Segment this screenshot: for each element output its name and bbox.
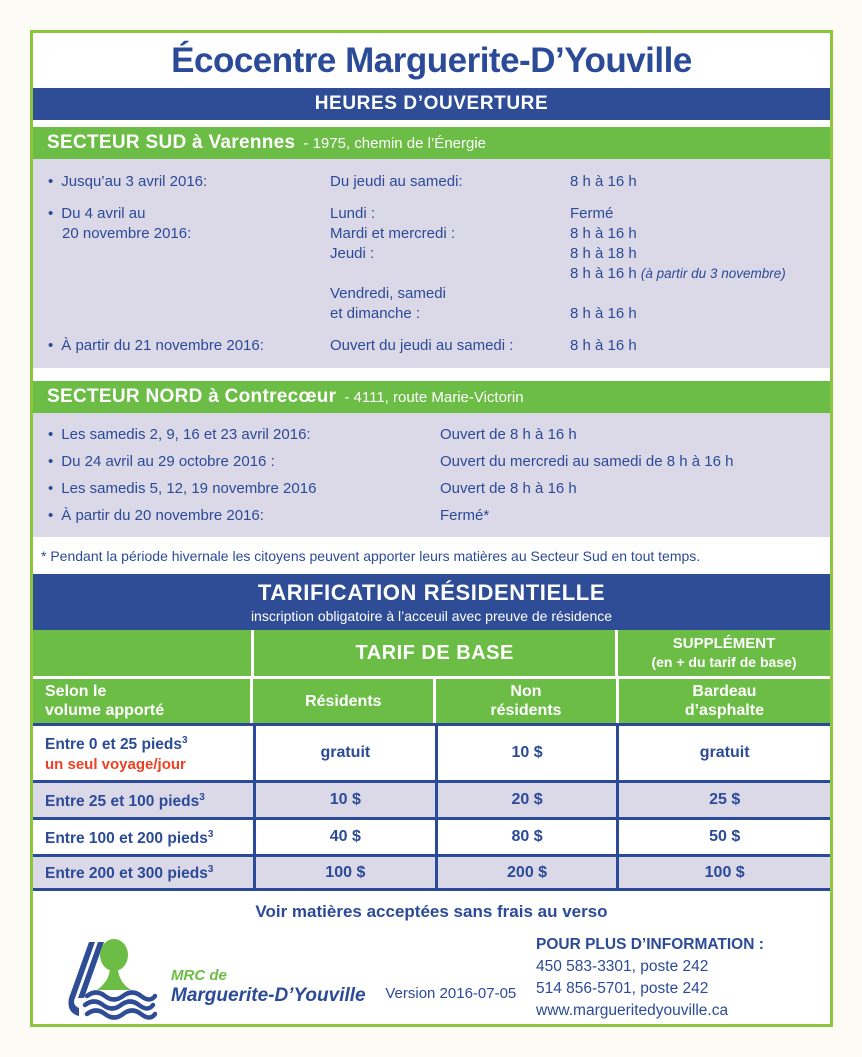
- pricing-table-column-header: [33, 679, 830, 723]
- bullet-icon: •: [48, 507, 54, 524]
- residents-price: 10 $: [253, 783, 435, 817]
- volume-column-header: Selon le volume apporté: [33, 679, 250, 723]
- pricing-table-group-header: [33, 630, 830, 676]
- schedule-hours: 8 h à 16 h: [570, 173, 637, 190]
- residents-price: 100 $: [253, 857, 435, 888]
- website-url: www.margueritedyouville.ca: [536, 1002, 729, 1019]
- schedule-days: Du jeudi au samedi:: [330, 173, 463, 190]
- bullet-icon: •: [48, 337, 54, 354]
- non-residents-price: 200 $: [435, 857, 617, 888]
- mrc-logo-icon: [57, 936, 159, 1022]
- non-residents-price: 10 $: [435, 726, 617, 780]
- schedule-row: [48, 172, 824, 192]
- bullet-icon: •: [48, 426, 54, 443]
- schedule-hours: Ouvert de 8 h à 16 h: [440, 480, 577, 497]
- spacer: [33, 120, 830, 127]
- schedule-hours: Ouvert du mercredi au samedi de 8 h à 16 h: [440, 453, 734, 470]
- logo-name: Marguerite-D’Youville: [171, 985, 366, 1006]
- schedule-row: [48, 452, 824, 472]
- phone-number: 450 583-3301, poste 242: [536, 958, 709, 975]
- table-row: [33, 723, 830, 780]
- schedule-period: • Du 4 avril au 20 novembre 2016:: [48, 205, 192, 242]
- schedule-period: Les samedis 5, 12, 19 novembre 2016: [61, 480, 317, 497]
- logo-text: [171, 966, 366, 1006]
- bullet-icon: •: [48, 453, 54, 470]
- bardeau-price: 50 $: [616, 820, 830, 854]
- bullet-icon: •: [48, 480, 54, 497]
- hours-banner-label: HEURES D’OUVERTURE: [314, 93, 549, 114]
- title-bar: [33, 33, 830, 88]
- tarification-banner: [33, 574, 830, 630]
- non-residents-price: 80 $: [435, 820, 617, 854]
- volume-cell: Entre 25 et 100 pieds$^3$: [45, 791, 205, 811]
- residents-column-header: Résidents: [253, 679, 433, 723]
- volume-cell: Entre 100 et 200 pieds$^3$: [45, 828, 214, 848]
- secteur-nord-title: SECTEUR NORD à Contrecœur: [47, 386, 337, 407]
- table-row: [33, 780, 830, 817]
- schedule-days: Ouvert du jeudi au samedi :: [330, 337, 514, 354]
- secteur-nord-address: - 4111, route Marie-Victorin: [344, 388, 524, 406]
- schedule-period: • À partir du 21 novembre 2016:: [48, 337, 264, 354]
- schedule-hours: 8 h à 16 h: [570, 337, 637, 354]
- tarification-title: TARIFICATION RÉSIDENTIELLE: [257, 580, 606, 605]
- secteur-nord-schedule: [33, 413, 830, 537]
- schedule-row: [48, 204, 824, 324]
- page-title: Écocentre Marguerite-D’Youville: [171, 40, 692, 80]
- non-residents-column-header: Non résidents: [436, 679, 616, 723]
- tarification-subtitle: inscription obligatoire à l’acceuil avec preuve de résidence: [250, 608, 613, 624]
- spacer: [33, 368, 830, 381]
- residents-price: 40 $: [253, 820, 435, 854]
- supplement-header: SUPPLÉMENT (en + du tarif de base): [618, 630, 830, 676]
- bardeau-price: 100 $: [616, 857, 830, 888]
- schedule-row: [48, 425, 824, 445]
- schedule-days: Lundi : Mardi et mercredi : Jeudi : Vendredi, samedi et dimanche :: [330, 205, 456, 322]
- bardeau-column-header: Bardeau d’asphalte: [619, 679, 830, 723]
- schedule-row: [48, 479, 824, 499]
- flyer-page: [30, 30, 833, 1027]
- bardeau-price: 25 $: [616, 783, 830, 817]
- empty-header-cell: [33, 630, 251, 676]
- schedule-period: Les samedis 2, 9, 16 et 23 avril 2016:: [61, 426, 311, 443]
- residents-price: gratuit: [253, 726, 435, 780]
- phone-number: 514 856-5701, poste 242: [536, 980, 709, 997]
- schedule-period: À partir du 20 novembre 2016:: [61, 507, 264, 524]
- schedule-row: [48, 506, 824, 526]
- footer: [33, 926, 830, 1022]
- pricing-table: [33, 630, 830, 891]
- secteur-nord-banner: [33, 381, 830, 413]
- table-row: [33, 817, 830, 854]
- schedule-hours: Fermé*: [440, 507, 490, 524]
- secteur-sud-address: - 1975, chemin de l’Énergie: [303, 134, 487, 152]
- contact-info: [536, 928, 818, 1022]
- schedule-period: Du 24 avril au 29 octobre 2016 :: [61, 453, 275, 470]
- bullet-icon: •: [48, 173, 54, 190]
- bullet-icon: •: [48, 205, 54, 222]
- trip-limit-note: un seul voyage/jour: [45, 756, 186, 774]
- schedule-hours: Fermé 8 h à 16 h 8 h à 18 h 8 h à 16 h (à partir du 3 novembre) 8 h à 16 h: [570, 205, 786, 322]
- hours-note: (à partir du 3 novembre): [640, 266, 786, 281]
- secteur-sud-banner: [33, 127, 830, 159]
- volume-cell: Entre 0 et 25 pieds$^3$ un seul voyage/jour: [45, 734, 188, 774]
- logo-mrc-de: MRC de: [171, 967, 227, 984]
- secteur-sud-schedule: [33, 159, 830, 368]
- table-row: [33, 854, 830, 891]
- info-title: POUR PLUS D’INFORMATION :: [536, 936, 764, 953]
- verso-note: Voir matières acceptées sans frais au verso: [255, 902, 608, 921]
- hours-banner: [33, 88, 830, 120]
- tarif-de-base-header: TARIF DE BASE: [254, 630, 615, 676]
- schedule-row: [48, 336, 824, 356]
- schedule-hours: Ouvert de 8 h à 16 h: [440, 426, 577, 443]
- bardeau-price: gratuit: [616, 726, 830, 780]
- non-residents-price: 20 $: [435, 783, 617, 817]
- volume-cell: Entre 200 et 300 pieds$^3$: [45, 864, 214, 883]
- version-label: Version 2016-07-05: [385, 985, 517, 1002]
- winter-footnote: * Pendant la période hivernale les citoyens peuvent apporter leurs matières au Secteur Sud en tout temps.: [33, 537, 830, 574]
- secteur-sud-title: SECTEUR SUD à Varennes: [47, 132, 296, 153]
- schedule-period: • Jusqu’au 3 avril 2016:: [48, 173, 208, 190]
- logo-block: [57, 928, 366, 1022]
